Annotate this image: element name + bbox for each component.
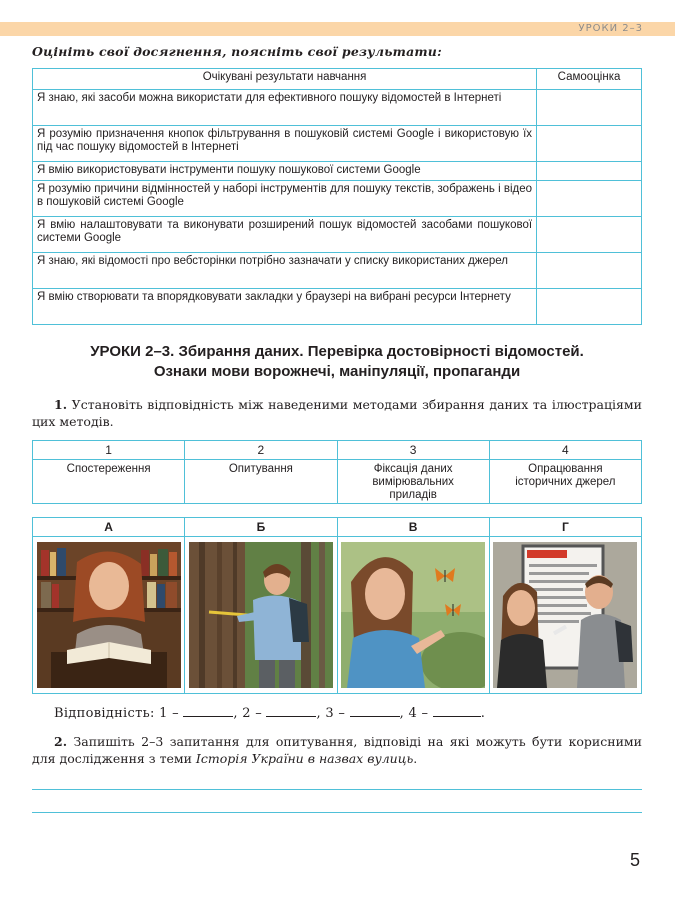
outcome-statement: Я розумію причини відмінностей у наборі інструментів для пошуку текстів, зображень і відео в пошуковій системі Google	[33, 181, 537, 217]
method-number: 3	[337, 441, 489, 460]
self-assessment-cell[interactable]	[537, 289, 642, 325]
photo-reading-in-library	[37, 542, 181, 688]
match-item: 4 –	[408, 706, 429, 721]
match-label: Відповідність:	[54, 706, 155, 721]
table-row	[33, 126, 642, 162]
outcome-statement: Я вмію використовувати інструменти пошуку пошукової системи Google	[33, 162, 537, 181]
self-assessment-cell[interactable]	[537, 181, 642, 217]
match-item: 3 –	[325, 706, 346, 721]
methods-table	[32, 440, 642, 504]
task-1-instruction	[32, 396, 642, 430]
self-assessment-column-header: Самооцінка	[537, 69, 642, 90]
answer-blank-2[interactable]	[266, 704, 316, 717]
page-number: 5	[629, 850, 640, 870]
illustration-label: Г	[489, 518, 641, 537]
task-2-topic: Історія України в назвах вулиць	[195, 751, 414, 766]
outcome-statement: Я вмію налаштовувати та виконувати розширений пошук відомостей засобами пошукової системи Google	[33, 217, 537, 253]
top-banner	[0, 22, 675, 36]
outcome-statement: Я знаю, які відомості про вебсторінки потрібно зазначати у списку використаних джерел	[33, 253, 537, 289]
method-name: Опрацювання історичних джерел	[489, 460, 641, 504]
method-name: Фіксація даних вимірювальних приладів	[337, 460, 489, 504]
task-1-text: Установіть відповідність між наведеними методами збирання даних та ілюстраціями цих методів.	[32, 397, 642, 429]
table-row	[33, 289, 642, 325]
match-end: .	[480, 706, 486, 721]
task-2-number: 2.	[54, 734, 68, 749]
match-item: 2 –	[242, 706, 263, 721]
illustrations-table	[32, 517, 642, 694]
method-name: Спостереження	[33, 460, 185, 504]
self-assessment-cell[interactable]	[537, 90, 642, 126]
outcome-statement: Я вмію створювати та впорядковувати закладки у браузері на вибрані ресурси Інтернету	[33, 289, 537, 325]
answer-blank-3[interactable]	[350, 704, 400, 717]
task-2-instruction	[32, 733, 642, 767]
answer-blank-1[interactable]	[183, 704, 233, 717]
task-2-text: Запишіть 2–3 запитання для опитування, відповіді на які можуть бути корисними для дослідження з теми	[32, 734, 642, 766]
self-assessment-cell[interactable]	[537, 217, 642, 253]
task-1-number: 1.	[54, 397, 68, 412]
section-label: УРОКИ 2–3	[578, 23, 643, 34]
self-assessment-table	[32, 68, 642, 325]
table-row	[33, 253, 642, 289]
table-row	[33, 90, 642, 126]
method-number: 2	[185, 441, 337, 460]
illustration-label: Б	[185, 518, 337, 537]
table-row	[33, 217, 642, 253]
lesson-title-line-2: Ознаки мови ворожнечі, маніпуляції, пропаганди	[153, 363, 521, 380]
outcomes-column-header: Очікувані результати навчання	[33, 69, 537, 90]
method-name: Опитування	[185, 460, 337, 504]
method-number: 1	[33, 441, 185, 460]
table-row	[33, 162, 642, 181]
table-row	[33, 181, 642, 217]
photo-survey-near-board	[493, 542, 637, 688]
outcome-statement: Я знаю, які засоби можна використати для ефективного пошуку відомостей в Інтернеті	[33, 90, 537, 126]
self-assessment-cell[interactable]	[537, 126, 642, 162]
self-assessment-cell[interactable]	[537, 162, 642, 181]
method-number: 4	[489, 441, 641, 460]
assessment-intro: Оцініть свої досягнення, поясніть свої результати:	[32, 44, 442, 59]
outcome-statement: Я розумію призначення кнопок фільтрування в пошуковій системі Google і використовую їх під час пошуку відомостей в Інтернеті	[33, 126, 537, 162]
match-item: 1 –	[159, 706, 179, 721]
task-2-end: .	[413, 751, 418, 766]
answer-blank-4[interactable]	[433, 704, 481, 717]
writing-line[interactable]	[32, 812, 642, 813]
photo-measuring-tree	[189, 542, 333, 688]
photo-girl-with-butterflies	[341, 542, 485, 688]
lesson-title	[32, 342, 642, 382]
self-assessment-cell[interactable]	[537, 253, 642, 289]
task-1-answer-line: Відповідність: 1 – , 2 – , 3 – , 4 – .	[54, 706, 486, 721]
writing-line[interactable]	[32, 789, 642, 790]
illustration-label: А	[33, 518, 185, 537]
illustration-label: В	[337, 518, 489, 537]
lesson-title-line-1: УРОКИ 2–3. Збирання даних. Перевірка достовірності відомостей.	[90, 343, 584, 360]
